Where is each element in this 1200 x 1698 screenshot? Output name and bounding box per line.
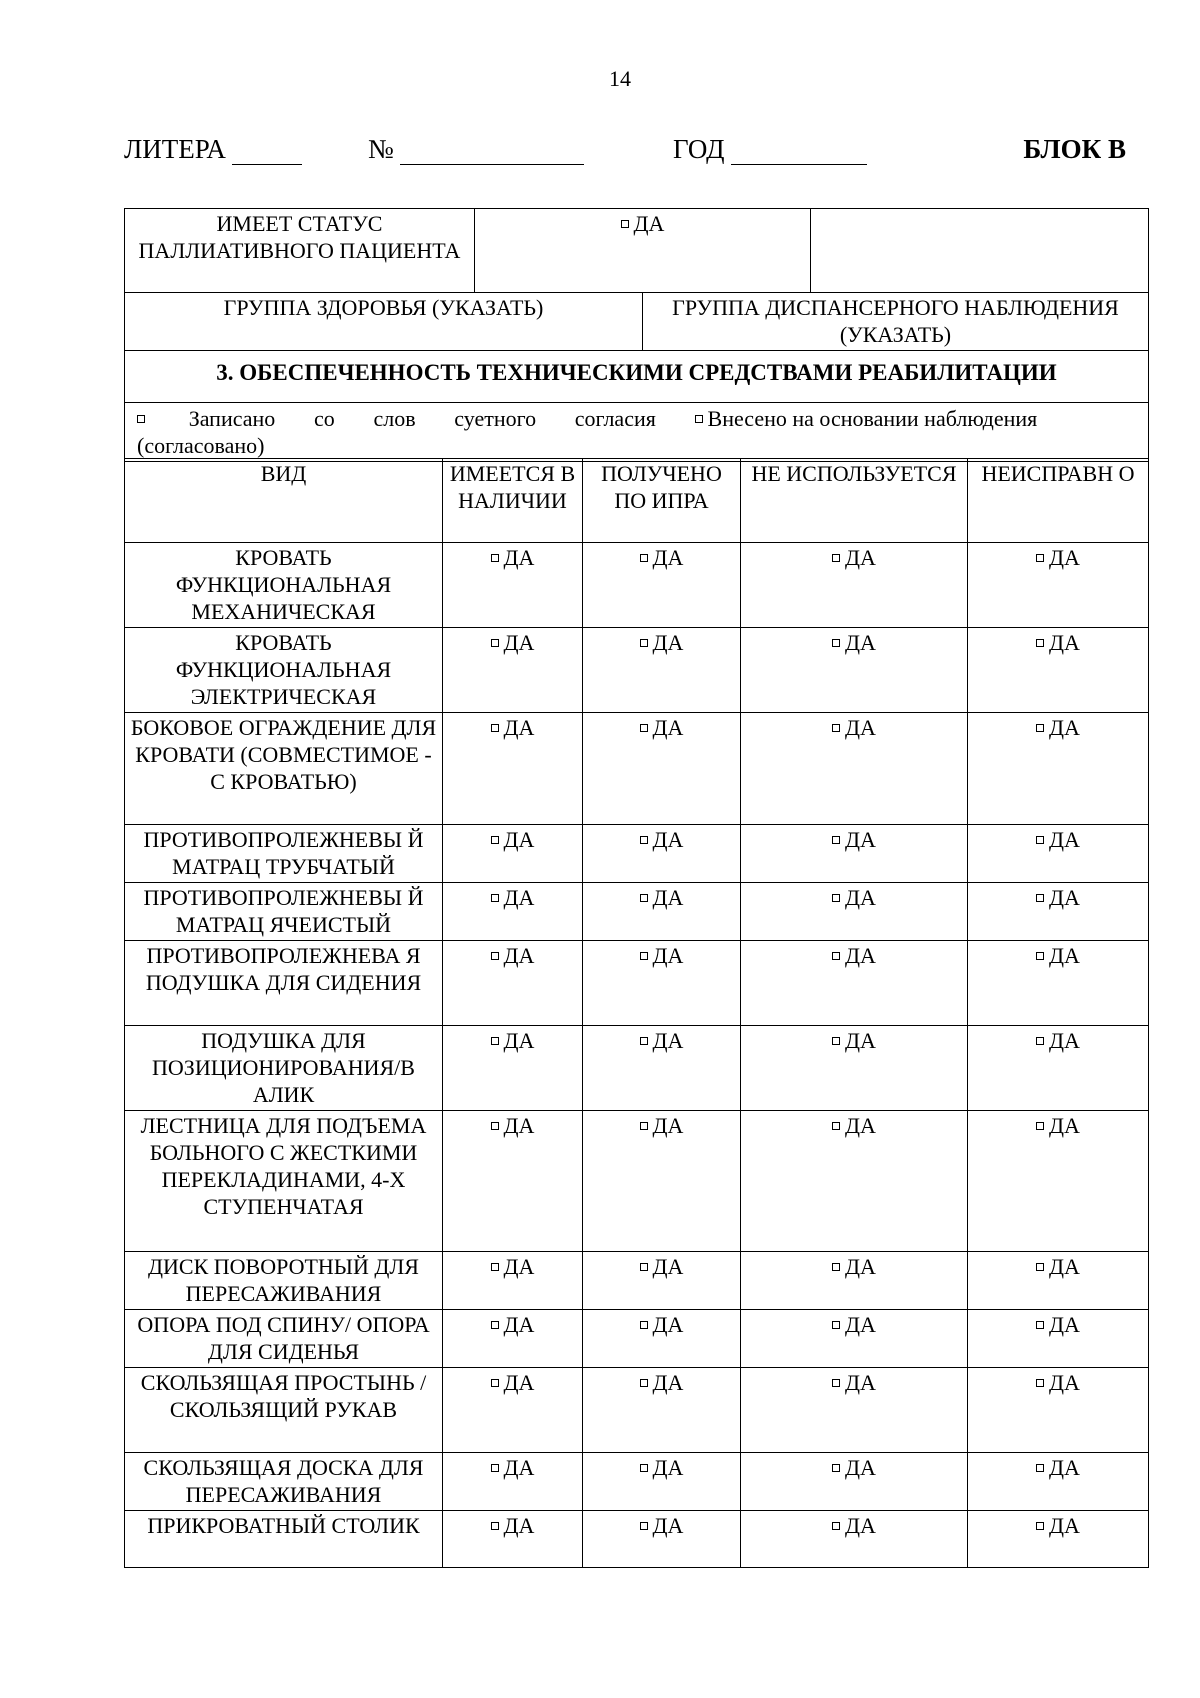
yes-label: ДА <box>503 1513 535 1538</box>
yes-label: ДА <box>652 1028 684 1053</box>
checkbox-icon[interactable] <box>491 836 499 844</box>
equipment-name: ПОДУШКА ДЛЯ ПОЗИЦИОНИРОВАНИЯ/В АЛИК <box>125 1026 443 1111</box>
yes-label: ДА <box>1049 827 1080 852</box>
yes-option-cell[interactable] <box>443 1111 583 1252</box>
yes-option-cell[interactable] <box>741 1252 968 1310</box>
yes-label: ДА <box>1049 1455 1080 1480</box>
yes-option-cell[interactable] <box>583 628 741 713</box>
yes-option-cell[interactable] <box>583 1453 741 1511</box>
yes-option-cell[interactable] <box>968 941 1149 1026</box>
yes-label: ДА <box>652 545 684 570</box>
yes-label: ДА <box>1049 943 1080 968</box>
yes-label: ДА <box>845 827 876 852</box>
checkbox-icon[interactable] <box>832 1122 840 1130</box>
yes-label: ДА <box>503 1254 535 1279</box>
equipment-name: БОКОВОЕ ОГРАЖДЕНИЕ ДЛЯ КРОВАТИ (СОВМЕСТИМОЕ - С КРОВАТЬЮ) <box>125 713 443 825</box>
consent-word: слов <box>373 406 416 431</box>
yes-label: ДА <box>1049 715 1080 740</box>
rehab-equipment-table <box>124 458 1149 1568</box>
yes-label: ДА <box>503 545 535 570</box>
equipment-name: ДИСК ПОВОРОТНЫЙ ДЛЯ ПЕРЕСАЖИВАНИЯ <box>125 1252 443 1310</box>
yes-option-cell[interactable] <box>443 1511 583 1568</box>
yes-option-cell[interactable] <box>583 543 741 628</box>
yes-label: ДА <box>845 715 876 740</box>
yes-option-cell[interactable] <box>968 713 1149 825</box>
yes-option-cell[interactable] <box>443 1252 583 1310</box>
page-number: 14 <box>609 66 631 91</box>
yes-label: ДА <box>503 1113 535 1138</box>
equipment-name: ПРИКРОВАТНЫЙ СТОЛИК <box>125 1511 443 1568</box>
column-header: НЕИСПРАВН О <box>968 459 1149 543</box>
yes-label: ДА <box>652 885 684 910</box>
checkbox-icon[interactable] <box>491 639 499 647</box>
health-group-cell[interactable] <box>125 293 643 351</box>
yes-option-cell[interactable] <box>583 713 741 825</box>
dispensary-group-label: ГРУППА ДИСПАНСЕРНОГО НАБЛЮДЕНИЯ (УКАЗАТЬ) <box>672 295 1119 347</box>
equipment-name: КРОВАТЬ ФУНКЦИОНАЛЬНАЯ МЕХАНИЧЕСКАЯ <box>125 543 443 628</box>
checkbox-icon[interactable] <box>640 952 648 960</box>
number-blank[interactable] <box>400 139 584 165</box>
checkbox-icon[interactable] <box>640 1379 648 1387</box>
yes-option-cell[interactable] <box>583 1111 741 1252</box>
checkbox-icon[interactable] <box>832 1464 840 1472</box>
yes-option-cell[interactable] <box>443 1026 583 1111</box>
yes-option-cell[interactable] <box>741 713 968 825</box>
checkbox-icon[interactable] <box>1036 554 1044 562</box>
yes-option-cell[interactable] <box>443 543 583 628</box>
checkbox-icon[interactable] <box>1036 724 1044 732</box>
yes-label: ДА <box>1049 1370 1080 1395</box>
checkbox-icon[interactable] <box>491 1321 499 1329</box>
yes-label: ДА <box>503 1028 535 1053</box>
consent-word: суетного <box>454 406 537 431</box>
yes-label: ДА <box>845 1312 876 1337</box>
checkbox-icon[interactable] <box>491 952 499 960</box>
consent-option[interactable] <box>137 405 150 432</box>
yes-label: ДА <box>1049 545 1080 570</box>
checkbox-icon[interactable] <box>640 836 648 844</box>
yes-option-cell[interactable] <box>443 713 583 825</box>
checkbox-icon[interactable] <box>1036 1037 1044 1045</box>
yes-option-cell[interactable] <box>583 883 741 941</box>
yes-label: ДА <box>652 1370 684 1395</box>
checkbox-icon[interactable] <box>832 554 840 562</box>
palliative-label: ИМЕЕТ СТАТУС ПАЛЛИАТИВНОГО ПАЦИЕНТА <box>125 209 475 293</box>
checkbox-icon[interactable] <box>1036 1379 1044 1387</box>
yes-label: ДА <box>845 1513 876 1538</box>
section-title: 3. ОБЕСПЕЧЕННОСТЬ ТЕХНИЧЕСКИМИ СРЕДСТВАМИ РЕАБИЛИТАЦИИ <box>125 351 1149 403</box>
yes-label: ДА <box>1049 1254 1080 1279</box>
yes-label: ДА <box>1049 1312 1080 1337</box>
yes-label: ДА <box>652 715 684 740</box>
checkbox-icon[interactable] <box>491 724 499 732</box>
checkbox-icon[interactable] <box>832 1379 840 1387</box>
yes-option-cell[interactable] <box>741 1111 968 1252</box>
checkbox-icon[interactable] <box>1036 836 1044 844</box>
yes-label: ДА <box>845 545 876 570</box>
yes-label: ДА <box>1049 630 1080 655</box>
equipment-name: ОПОРА ПОД СПИНУ/ ОПОРА ДЛЯ СИДЕНЬЯ <box>125 1310 443 1368</box>
checkbox-icon[interactable] <box>832 1263 840 1271</box>
yes-label: ДА <box>845 630 876 655</box>
year-label: ГОД <box>673 134 725 164</box>
checkbox-icon[interactable] <box>832 894 840 902</box>
yes-label: ДА <box>845 943 876 968</box>
checkbox-icon[interactable] <box>1036 1522 1044 1530</box>
equipment-name: ЛЕСТНИЦА ДЛЯ ПОДЪЕМА БОЛЬНОГО С ЖЕСТКИМИ ПЕРЕКЛАДИНАМИ, 4-Х СТУПЕНЧАТАЯ <box>125 1111 443 1252</box>
yes-option-cell[interactable] <box>583 1252 741 1310</box>
checkbox-icon[interactable] <box>1036 1263 1044 1271</box>
consent-word: Записано <box>188 406 276 431</box>
number-label: № <box>368 134 394 164</box>
consent-word: со <box>314 406 335 431</box>
yes-option-cell[interactable] <box>443 941 583 1026</box>
table-row <box>125 713 1149 825</box>
yes-label: ДА <box>845 1370 876 1395</box>
checkbox-icon[interactable] <box>491 1122 499 1130</box>
palliative-yes-label: ДА <box>633 211 665 236</box>
equipment-name: ПРОТИВОПРОЛЕЖНЕВА Я ПОДУШКА ДЛЯ СИДЕНИЯ <box>125 941 443 1026</box>
yes-option-cell[interactable] <box>968 883 1149 941</box>
yes-option-cell[interactable] <box>741 1310 968 1368</box>
column-header: ПОЛУЧЕНО ПО ИПРА <box>583 459 741 543</box>
yes-option-cell[interactable] <box>443 628 583 713</box>
checkbox-icon[interactable] <box>640 1522 648 1530</box>
yes-label: ДА <box>652 827 684 852</box>
yes-label: ДА <box>845 1113 876 1138</box>
observation-option[interactable] <box>695 405 1038 432</box>
health-group-label: ГРУППА ЗДОРОВЬЯ (УКАЗАТЬ) <box>223 295 544 320</box>
yes-option-cell[interactable] <box>968 825 1149 883</box>
yes-label: ДА <box>503 885 535 910</box>
table-row <box>125 1252 1149 1310</box>
table-row <box>125 1026 1149 1111</box>
yes-option-cell[interactable] <box>968 1252 1149 1310</box>
litera-field[interactable] <box>124 134 302 165</box>
checkbox-icon[interactable] <box>640 1037 648 1045</box>
checkbox-icon[interactable] <box>621 220 629 228</box>
table-row <box>125 543 1149 628</box>
yes-option-cell[interactable] <box>443 1368 583 1453</box>
yes-label: ДА <box>652 1312 684 1337</box>
checkbox-icon[interactable] <box>640 1263 648 1271</box>
yes-label: ДА <box>845 1028 876 1053</box>
checkbox-icon[interactable] <box>640 1122 648 1130</box>
form-header <box>124 134 1126 174</box>
yes-option-cell[interactable] <box>968 1111 1149 1252</box>
consent-row <box>125 403 1149 462</box>
yes-option-cell[interactable] <box>443 825 583 883</box>
checkbox-icon[interactable] <box>1036 894 1044 902</box>
yes-label: ДА <box>503 1370 535 1395</box>
yes-label: ДА <box>652 943 684 968</box>
checkbox-icon[interactable] <box>491 554 499 562</box>
checkbox-icon[interactable] <box>1036 952 1044 960</box>
checkbox-icon[interactable] <box>1036 639 1044 647</box>
consent-word: согласия <box>574 406 656 431</box>
yes-label: ДА <box>652 1513 684 1538</box>
table-row <box>125 883 1149 941</box>
yes-label: ДА <box>503 1455 535 1480</box>
checkbox-icon[interactable] <box>832 724 840 732</box>
checkbox-icon[interactable] <box>491 894 499 902</box>
checkbox-icon[interactable] <box>832 952 840 960</box>
yes-label: ДА <box>1049 885 1080 910</box>
yes-label: ДА <box>503 715 535 740</box>
yes-label: ДА <box>652 1254 684 1279</box>
equipment-name: ПРОТИВОПРОЛЕЖНЕВЫ Й МАТРАЦ ЯЧЕИСТЫЙ <box>125 883 443 941</box>
number-field[interactable] <box>368 134 584 165</box>
column-header: ИМЕЕТСЯ В НАЛИЧИИ <box>443 459 583 543</box>
yes-option-cell[interactable] <box>741 1368 968 1453</box>
column-header: ВИД <box>125 459 443 543</box>
yes-option-cell[interactable] <box>968 1368 1149 1453</box>
table-row <box>125 1111 1149 1252</box>
yes-option-cell[interactable] <box>583 1511 741 1568</box>
yes-label: ДА <box>1049 1028 1080 1053</box>
yes-option-cell[interactable] <box>741 1511 968 1568</box>
equipment-name: СКОЛЬЗЯЩАЯ ДОСКА ДЛЯ ПЕРЕСАЖИВАНИЯ <box>125 1453 443 1511</box>
checkbox-icon[interactable] <box>832 1321 840 1329</box>
yes-label: ДА <box>845 1254 876 1279</box>
checkbox-icon[interactable] <box>491 1522 499 1530</box>
yes-option-cell[interactable] <box>741 883 968 941</box>
year-blank[interactable] <box>731 139 867 165</box>
litera-label: ЛИТЕРА <box>124 134 226 164</box>
yes-option-cell[interactable] <box>741 1026 968 1111</box>
yes-label: ДА <box>503 943 535 968</box>
year-field[interactable] <box>673 134 867 165</box>
equipment-name: СКОЛЬЗЯЩАЯ ПРОСТЫНЬ /СКОЛЬЗЯЩИЙ РУКАВ <box>125 1368 443 1453</box>
yes-label: ДА <box>845 1455 876 1480</box>
patient-status-table <box>124 208 1149 462</box>
checkbox-icon[interactable] <box>832 1522 840 1530</box>
yes-label: ДА <box>503 630 535 655</box>
table-row <box>125 1368 1149 1453</box>
yes-option-cell[interactable] <box>583 1026 741 1111</box>
checkbox-icon[interactable] <box>832 639 840 647</box>
yes-option-cell[interactable] <box>443 883 583 941</box>
yes-label: ДА <box>652 630 684 655</box>
checkbox-icon[interactable] <box>491 1263 499 1271</box>
yes-option-cell[interactable] <box>968 1026 1149 1111</box>
yes-option-cell[interactable] <box>443 1453 583 1511</box>
yes-label: ДА <box>503 827 535 852</box>
checkbox-icon[interactable] <box>1036 1122 1044 1130</box>
equipment-name: ПРОТИВОПРОЛЕЖНЕВЫ Й МАТРАЦ ТРУБЧАТЫЙ <box>125 825 443 883</box>
yes-option-cell[interactable] <box>583 941 741 1026</box>
checkbox-icon[interactable] <box>640 894 648 902</box>
yes-option-cell[interactable] <box>741 628 968 713</box>
yes-option-cell[interactable] <box>583 1310 741 1368</box>
checkbox-icon[interactable] <box>832 1037 840 1045</box>
consent-tail: (согласовано) <box>137 433 265 458</box>
column-header: НЕ ИСПОЛЬЗУЕТСЯ <box>741 459 968 543</box>
yes-label: ДА <box>845 885 876 910</box>
table-row <box>125 628 1149 713</box>
checkbox-icon[interactable] <box>640 639 648 647</box>
checkbox-icon[interactable] <box>832 836 840 844</box>
yes-option-cell[interactable] <box>741 825 968 883</box>
yes-option-cell[interactable] <box>741 1453 968 1511</box>
yes-label: ДА <box>503 1312 535 1337</box>
checkbox-icon[interactable] <box>640 554 648 562</box>
table-row <box>125 1511 1149 1568</box>
checkbox-icon[interactable] <box>640 1464 648 1472</box>
checkbox-icon[interactable] <box>640 1321 648 1329</box>
checkbox-icon[interactable] <box>695 415 703 423</box>
table-row <box>125 1310 1149 1368</box>
yes-label: ДА <box>652 1113 684 1138</box>
checkbox-icon[interactable] <box>137 415 145 423</box>
yes-option-cell[interactable] <box>583 825 741 883</box>
table-row <box>125 825 1149 883</box>
yes-option-cell[interactable] <box>443 1310 583 1368</box>
yes-label: ДА <box>1049 1113 1080 1138</box>
yes-option-cell[interactable] <box>968 1511 1149 1568</box>
yes-option-cell[interactable] <box>968 628 1149 713</box>
yes-option-cell[interactable] <box>968 543 1149 628</box>
yes-label: ДА <box>652 1455 684 1480</box>
checkbox-icon[interactable] <box>491 1379 499 1387</box>
equipment-name: КРОВАТЬ ФУНКЦИОНАЛЬНАЯ ЭЛЕКТРИЧЕСКАЯ <box>125 628 443 713</box>
yes-option-cell[interactable] <box>968 1310 1149 1368</box>
yes-option-cell[interactable] <box>968 1453 1149 1511</box>
dispensary-group-cell[interactable] <box>643 293 1149 351</box>
table-row <box>125 1453 1149 1511</box>
table-row <box>125 941 1149 1026</box>
yes-option-cell[interactable] <box>741 941 968 1026</box>
block-label: БЛОК В <box>1023 134 1126 164</box>
palliative-empty-cell[interactable] <box>811 209 1149 293</box>
observation-label: Внесено на основании наблюдения <box>707 406 1038 431</box>
checkbox-icon[interactable] <box>491 1037 499 1045</box>
palliative-yes-cell[interactable] <box>475 209 811 293</box>
litera-blank[interactable] <box>232 139 302 165</box>
checkbox-icon[interactable] <box>491 1464 499 1472</box>
checkbox-icon[interactable] <box>640 724 648 732</box>
yes-option-cell[interactable] <box>583 1368 741 1453</box>
checkbox-icon[interactable] <box>1036 1321 1044 1329</box>
checkbox-icon[interactable] <box>1036 1464 1044 1472</box>
yes-label: ДА <box>1049 1513 1080 1538</box>
yes-option-cell[interactable] <box>741 543 968 628</box>
